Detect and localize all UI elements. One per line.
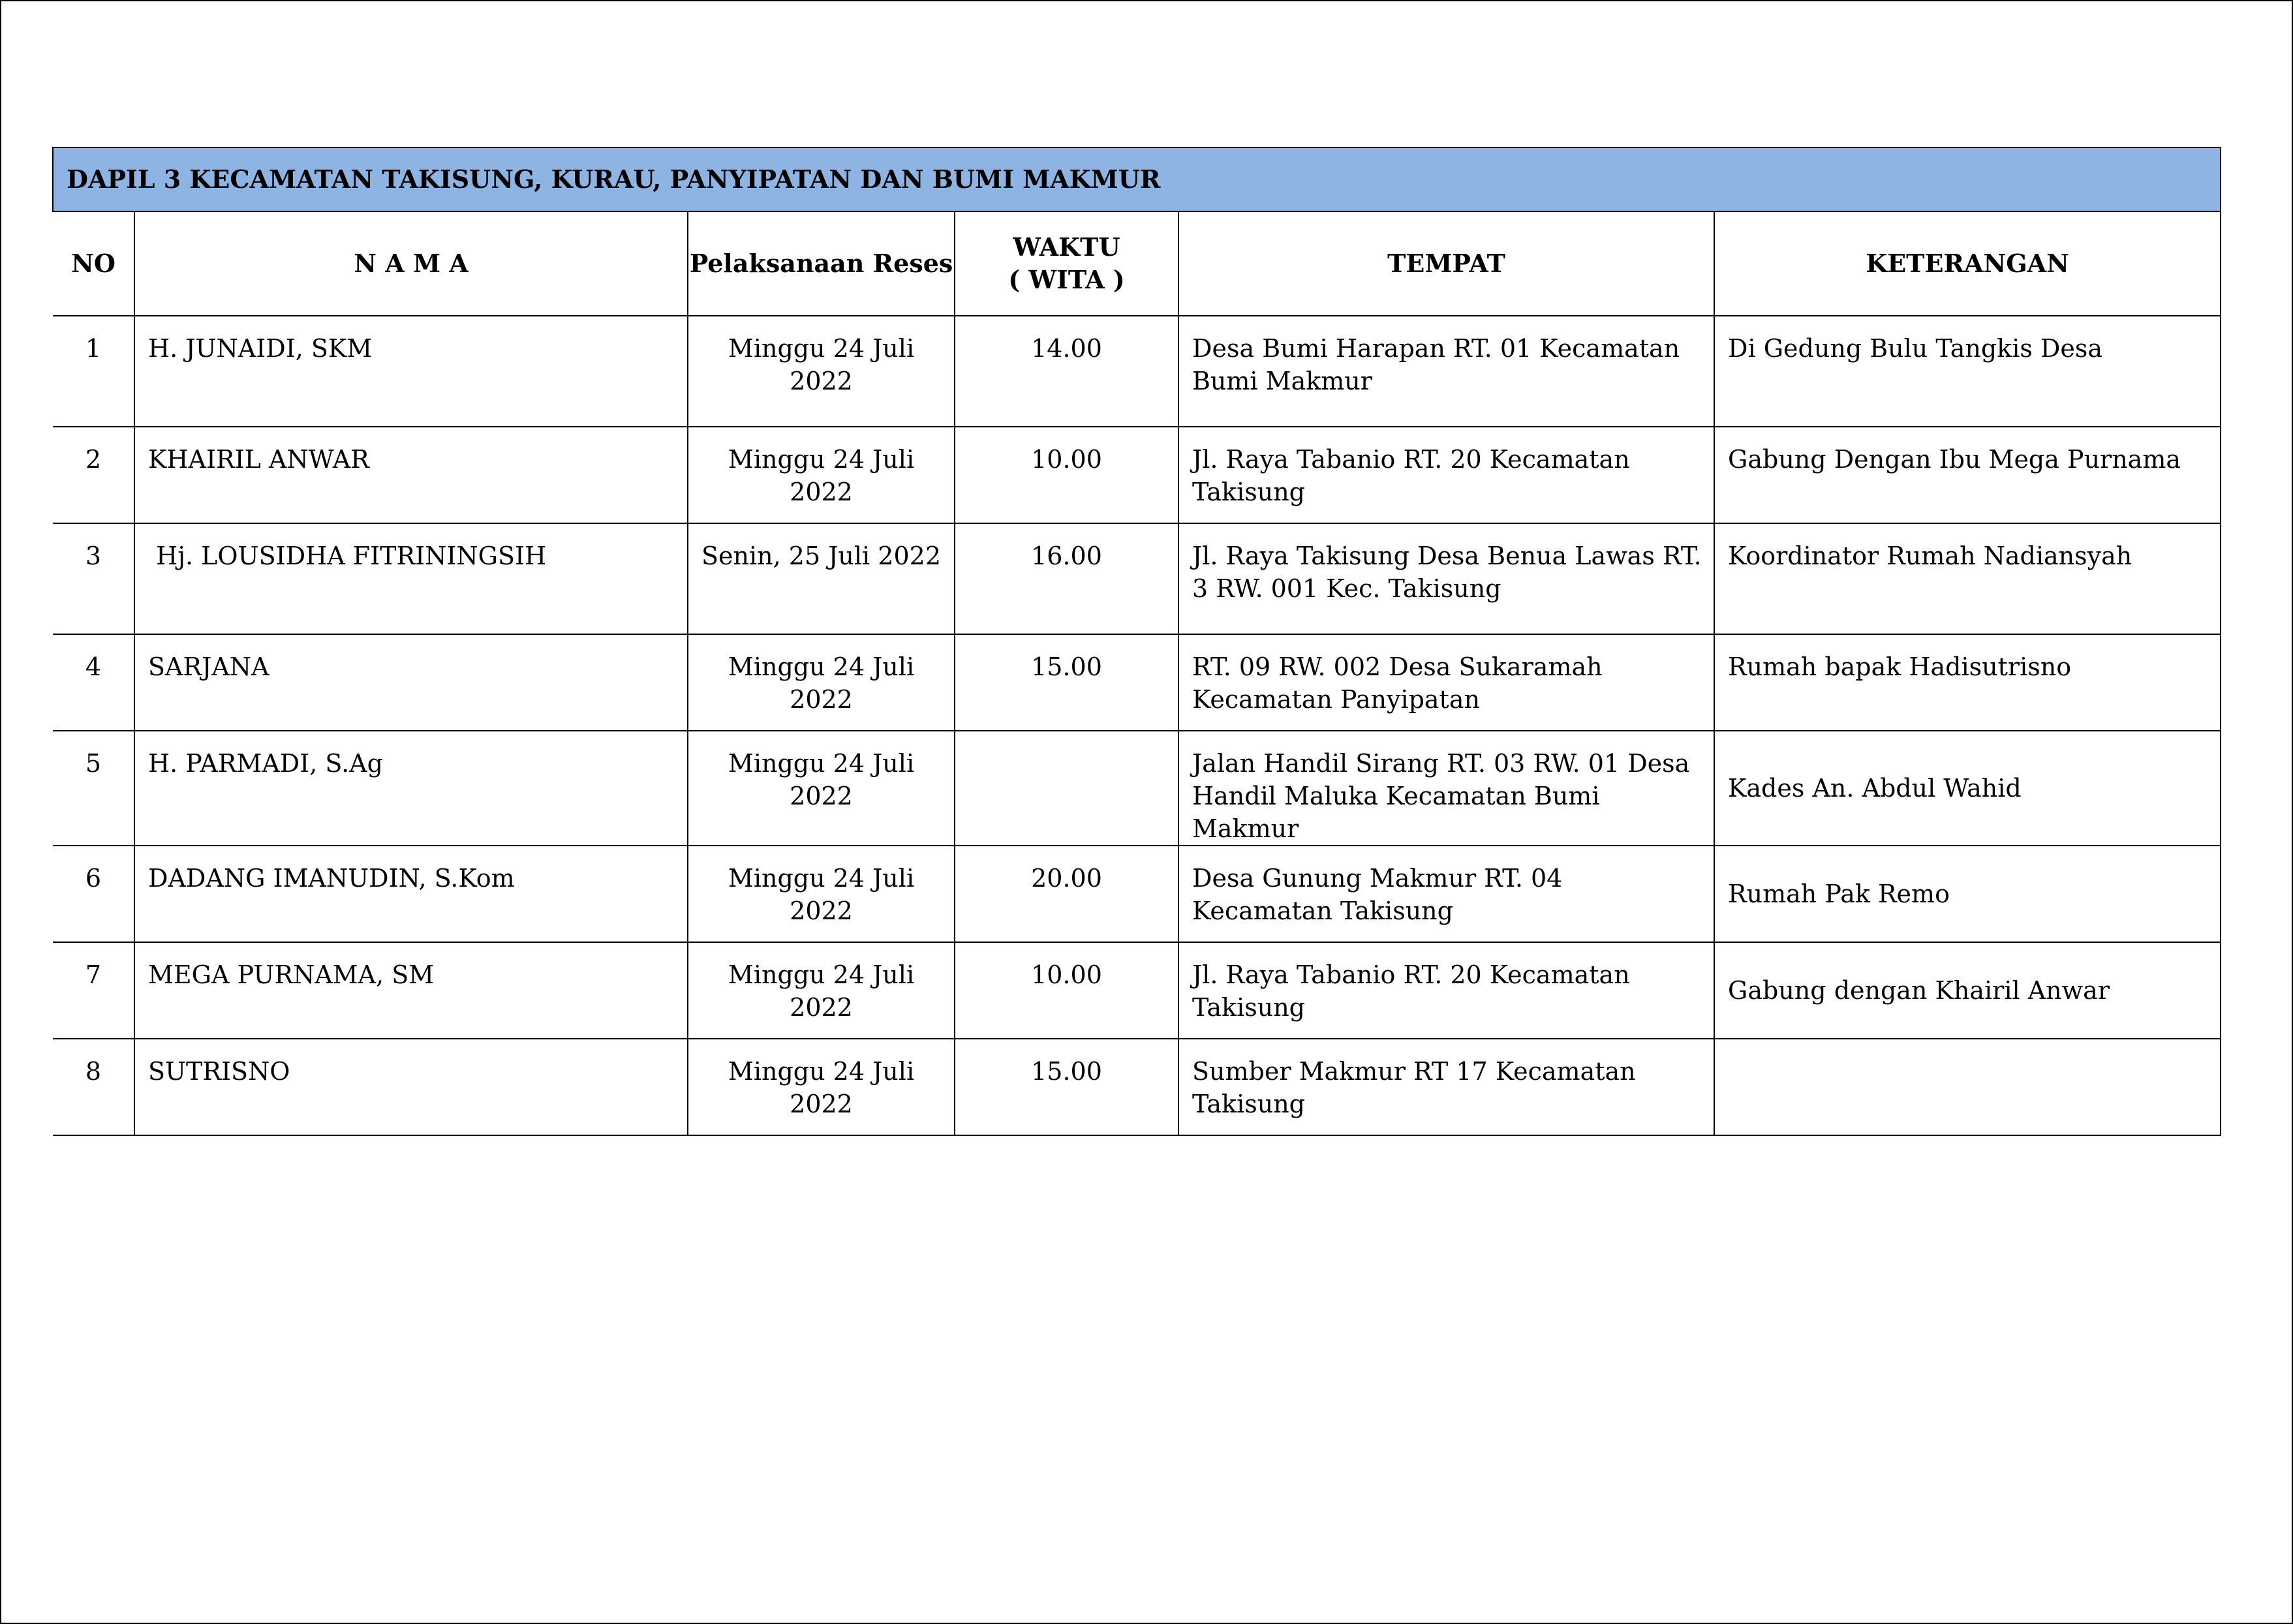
cell-waktu: 20.00: [955, 846, 1178, 942]
table-row: [53, 1039, 2221, 1135]
cell-pelaksanaan: Minggu 24 Juli 2022: [688, 427, 955, 523]
cell-pelaksanaan: Minggu 24 Juli 2022: [688, 846, 955, 942]
banner-row: [53, 147, 2221, 211]
cell-nama: H. JUNAIDI, SKM: [134, 316, 688, 427]
cell-keterangan: [1714, 1039, 2221, 1135]
cell-nama: DADANG IMANUDIN, S.Kom: [134, 846, 688, 942]
reses-schedule-table: [52, 147, 2221, 1136]
header-keterangan: KETERANGAN: [1714, 211, 2221, 316]
cell-waktu: 15.00: [955, 634, 1178, 731]
header-row: [53, 211, 2221, 316]
cell-tempat: Jl. Raya Tabanio RT. 20 Kecamatan Takisung: [1178, 942, 1714, 1039]
cell-keterangan: Rumah bapak Hadisutrisno: [1714, 634, 2221, 731]
cell-no: 5: [53, 731, 134, 846]
cell-keterangan: Di Gedung Bulu Tangkis Desa: [1714, 316, 2221, 427]
table-row: [53, 634, 2221, 731]
cell-pelaksanaan: Minggu 24 Juli 2022: [688, 731, 955, 846]
cell-no: 2: [53, 427, 134, 523]
cell-tempat: Jalan Handil Sirang RT. 03 RW. 01 Desa Handil Maluka Kecamatan Bumi Makmur: [1178, 731, 1714, 846]
cell-tempat: Sumber Makmur RT 17 Kecamatan Takisung: [1178, 1039, 1714, 1135]
cell-pelaksanaan: Minggu 24 Juli 2022: [688, 1039, 955, 1135]
cell-waktu: 10.00: [955, 942, 1178, 1039]
cell-no: 4: [53, 634, 134, 731]
header-tempat: TEMPAT: [1178, 211, 1714, 316]
cell-no: 1: [53, 316, 134, 427]
header-waktu: [955, 211, 1178, 316]
cell-nama: Hj. LOUSIDHA FITRININGSIH: [134, 523, 688, 634]
cell-nama: H. PARMADI, S.Ag: [134, 731, 688, 846]
cell-pelaksanaan: Minggu 24 Juli 2022: [688, 942, 955, 1039]
cell-pelaksanaan: Minggu 24 Juli 2022: [688, 316, 955, 427]
cell-keterangan: Koordinator Rumah Nadiansyah: [1714, 523, 2221, 634]
cell-tempat: RT. 09 RW. 002 Desa Sukaramah Kecamatan Panyipatan: [1178, 634, 1714, 731]
cell-nama: KHAIRIL ANWAR: [134, 427, 688, 523]
header-waktu-line2: ( WITA ): [1008, 265, 1125, 294]
cell-tempat: Desa Gunung Makmur RT. 04 Kecamatan Takisung: [1178, 846, 1714, 942]
cell-keterangan: Gabung dengan Khairil Anwar: [1714, 942, 2221, 1039]
cell-no: 7: [53, 942, 134, 1039]
header-no: NO: [53, 211, 134, 316]
header-pelaksanaan: Pelaksanaan Reses: [688, 211, 955, 316]
table-row: [53, 523, 2221, 634]
cell-waktu: [955, 731, 1178, 846]
cell-waktu: 10.00: [955, 427, 1178, 523]
cell-keterangan: Kades An. Abdul Wahid: [1714, 731, 2221, 846]
cell-waktu: 15.00: [955, 1039, 1178, 1135]
table-title: DAPIL 3 KECAMATAN TAKISUNG, KURAU, PANYIPATAN DAN BUMI MAKMUR: [53, 147, 2221, 211]
cell-no: 3: [53, 523, 134, 634]
cell-tempat: Desa Bumi Harapan RT. 01 Kecamatan Bumi Makmur: [1178, 316, 1714, 427]
table-row: [53, 942, 2221, 1039]
header-nama: N A M A: [134, 211, 688, 316]
cell-keterangan: Gabung Dengan Ibu Mega Purnama: [1714, 427, 2221, 523]
cell-nama: MEGA PURNAMA, SM: [134, 942, 688, 1039]
cell-no: 6: [53, 846, 134, 942]
cell-waktu: 14.00: [955, 316, 1178, 427]
table-row: [53, 846, 2221, 942]
cell-pelaksanaan: Minggu 24 Juli 2022: [688, 634, 955, 731]
cell-no: 8: [53, 1039, 134, 1135]
cell-tempat: Jl. Raya Takisung Desa Benua Lawas RT. 3 RW. 001 Kec. Takisung: [1178, 523, 1714, 634]
cell-nama: SUTRISNO: [134, 1039, 688, 1135]
cell-nama: SARJANA: [134, 634, 688, 731]
cell-pelaksanaan: Senin, 25 Juli 2022: [688, 523, 955, 634]
cell-waktu: 16.00: [955, 523, 1178, 634]
cell-keterangan: Rumah Pak Remo: [1714, 846, 2221, 942]
header-waktu-line1: WAKTU: [1013, 232, 1120, 262]
cell-tempat: Jl. Raya Tabanio RT. 20 Kecamatan Takisung: [1178, 427, 1714, 523]
table-row: [53, 316, 2221, 427]
table-row: [53, 427, 2221, 523]
table-row: [53, 731, 2221, 846]
